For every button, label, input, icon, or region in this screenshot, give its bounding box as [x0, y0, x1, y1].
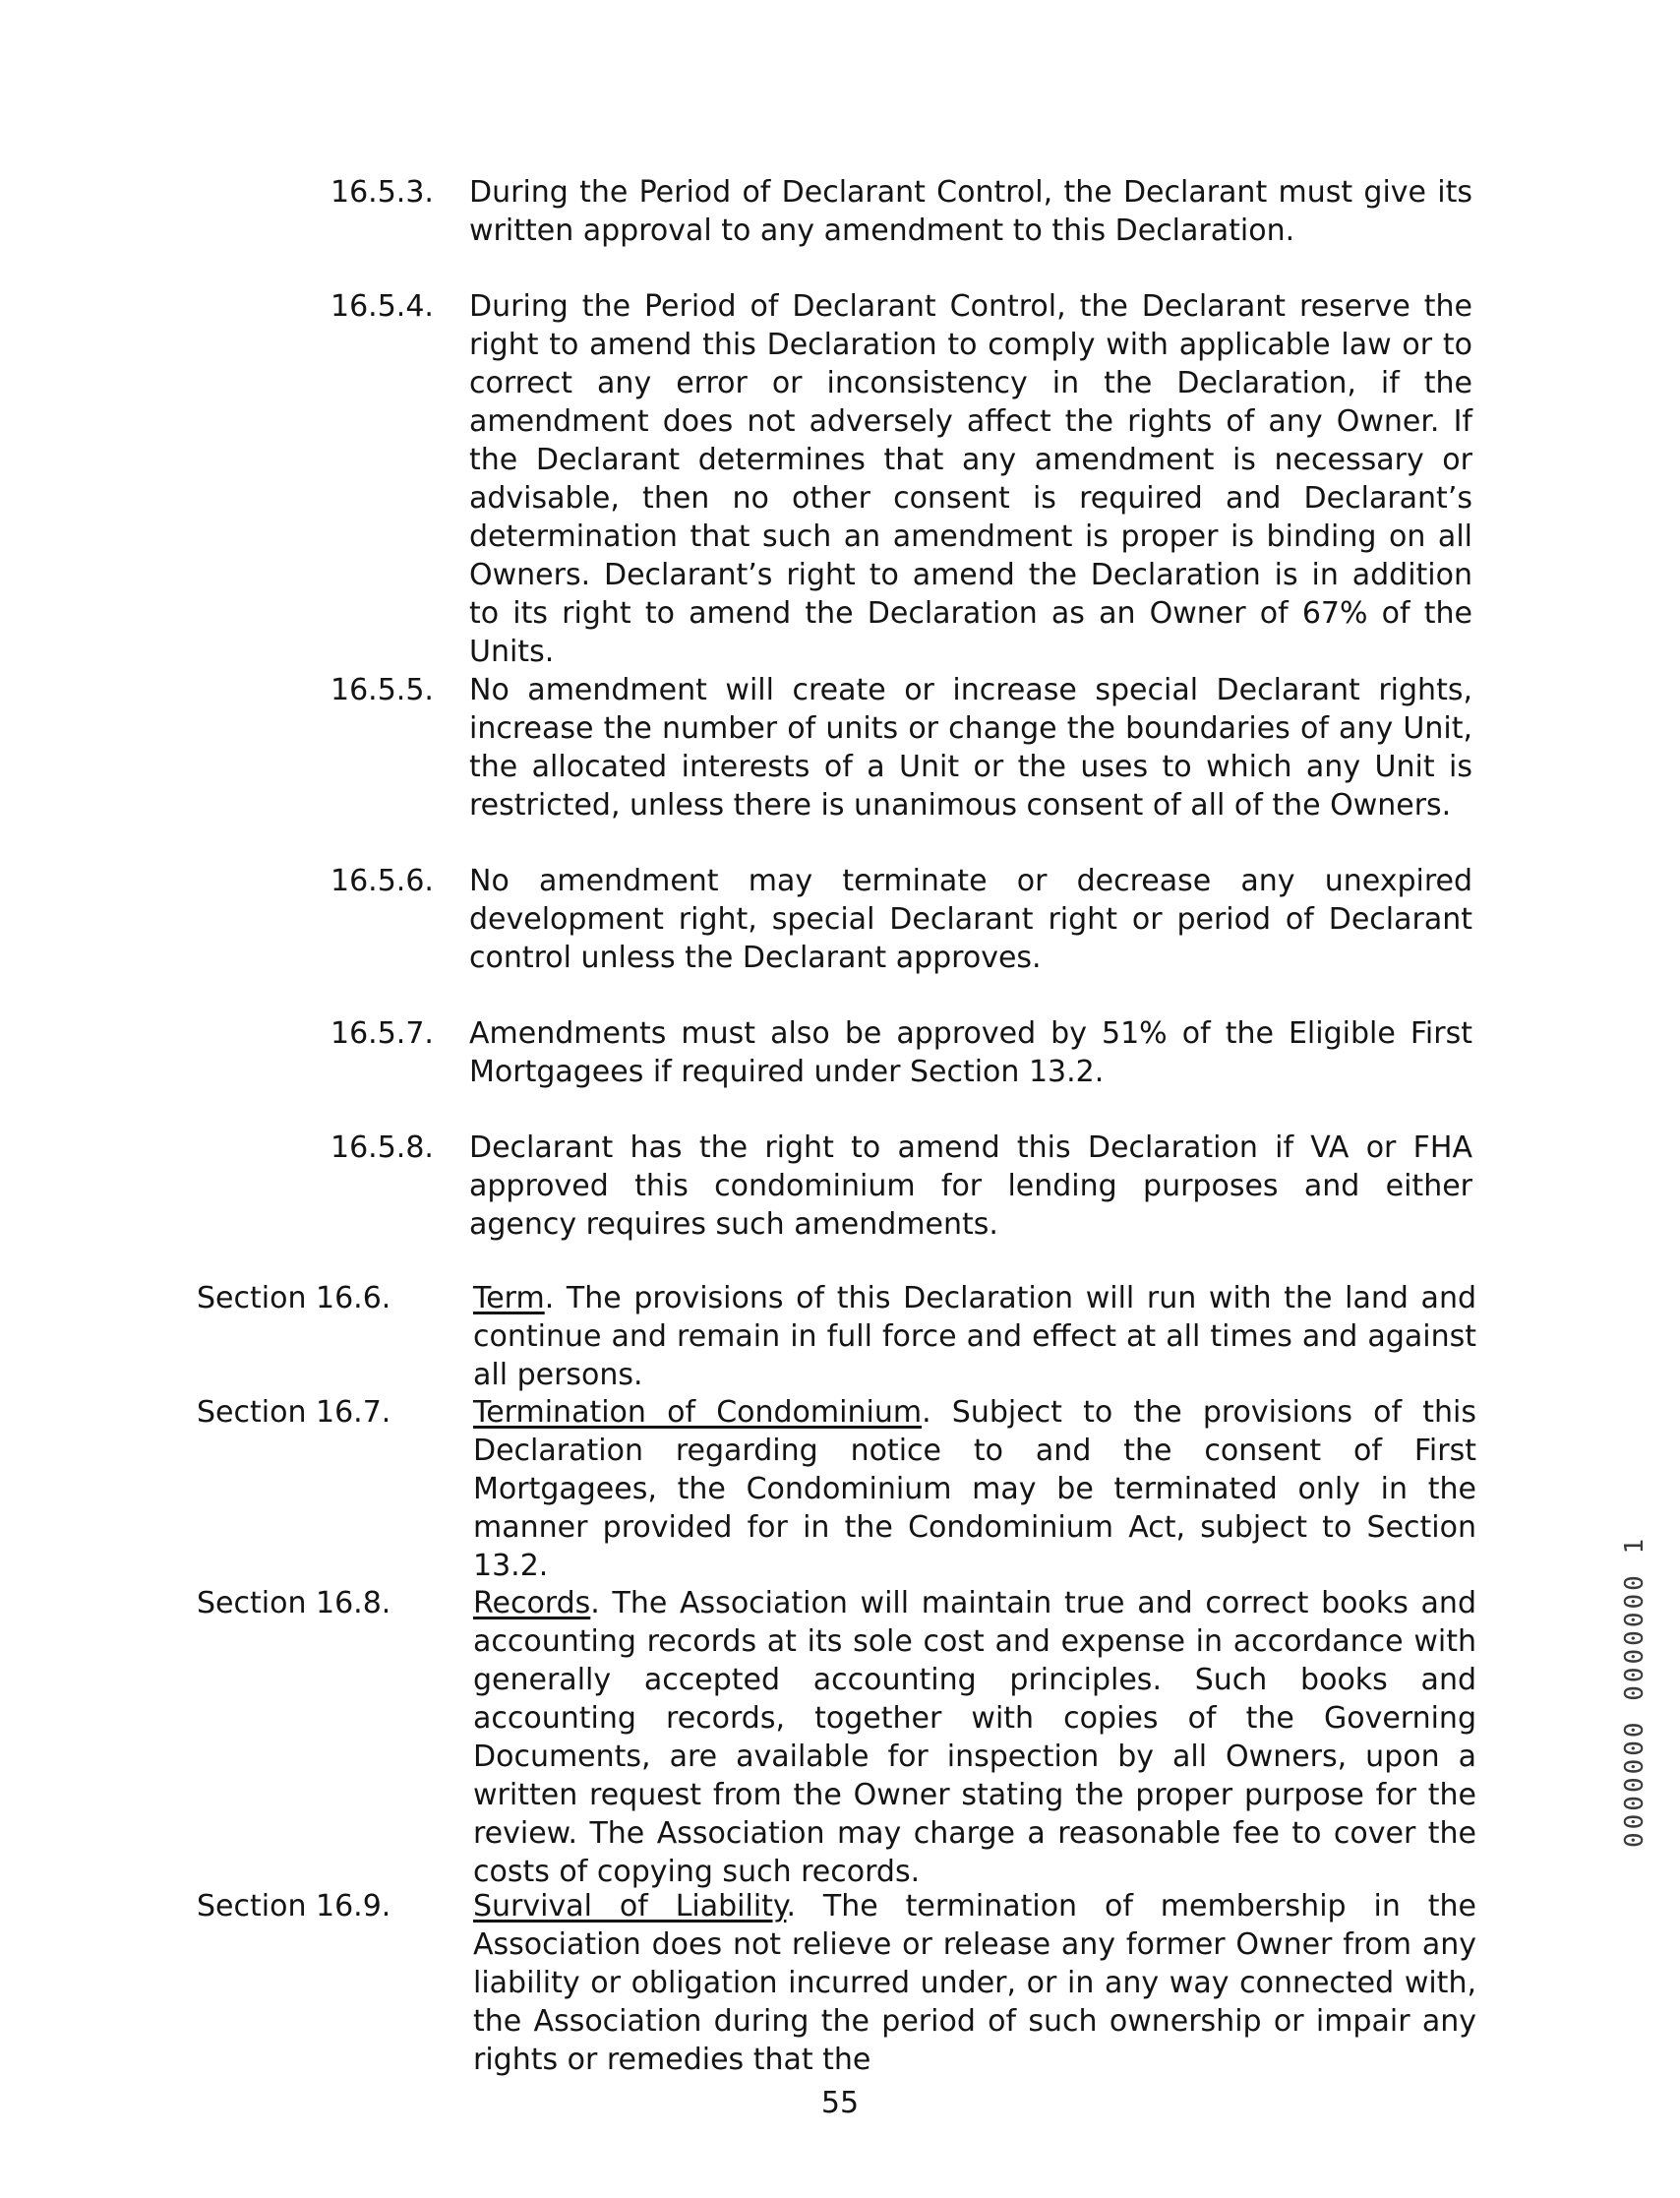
section-text	[473, 1887, 1476, 2079]
subsection-text: Amendments must also be approved by 51% of the Eligible First Mortgagees if required under Section 13.2.	[469, 1016, 1472, 1089]
subsection-text: During the Period of Declarant Control, the Declarant must give its written approval to any amendment to this Declaration.	[469, 175, 1472, 248]
section-label: Section 16.7.	[197, 1395, 391, 1430]
section-label: Section 16.9.	[197, 1889, 391, 1923]
section-text	[473, 1584, 1476, 1891]
subsection-number: 16.5.4.	[330, 289, 434, 324]
section-body: . The provisions of this Declaration will run with the land and continue and remain in full force and effect at all times and against all persons.	[473, 1281, 1476, 1392]
section-body: . The termination of membership in the Association does not relieve or release any former Owner from any liability or obligation incurred under, or in any way connected with, the Association during the period of such ownership or impair any rights or remedies that the	[473, 1889, 1476, 2077]
section-heading: Termination of Condominium	[473, 1395, 923, 1430]
section-body: . The Association will maintain true and correct books and accounting records at its sole cost and expense in accordance with generally accepted accounting principles. Such books and accounting records, together with copies of the Governing Documents, are available for inspection by all Owners, upon a written request from the Owner stating the proper purpose for the review. The Association may charge a reasonable fee to cover the costs of copying such records.	[473, 1586, 1476, 1889]
section-label: Section 16.8.	[197, 1586, 391, 1620]
section-body: . Subject to the provisions of this Declaration regarding notice to and the consent of First Mortgagees, the Condominium may be terminated only in the manner provided for in the Condominium Act, subject to Section 13.2.	[473, 1395, 1476, 1583]
subsection-text: No amendment may terminate or decrease any unexpired development right, special Declarant right or period of Declarant control unless the Declarant approves.	[469, 864, 1472, 975]
page-number: 55	[820, 2086, 860, 2120]
document-stamp: 0000000 0000000 1	[1620, 1535, 1650, 1848]
subsection-number: 16.5.5.	[330, 673, 434, 707]
subsection-number: 16.5.7.	[330, 1016, 434, 1051]
subsection-text: Declarant has the right to amend this Declaration if VA or FHA approved this condominium for lending purposes and either agency requires such amendments.	[469, 1130, 1472, 1242]
section-text	[473, 1393, 1476, 1585]
section-heading: Records	[473, 1586, 591, 1620]
section-heading: Term	[473, 1281, 545, 1315]
subsection-text: During the Period of Declarant Control, the Declarant reserve the right to amend this Declaration to comply with applicable law or to correct any error or inconsistency in the Declaration, if the amendment does not adversely affect the rights of any Owner. If the Declarant determines that any amendment is necessary or advisable, then no other consent is required and Declarant’s determination that such an amendment is proper is binding on all Owners. Declarant’s right to amend the Declaration is in addition to its right to amend the Declaration as an Owner of 67% of the Units.	[469, 289, 1472, 669]
section-label: Section 16.6.	[197, 1281, 391, 1315]
subsection-number: 16.5.3.	[330, 175, 434, 210]
subsection-number: 16.5.8.	[330, 1130, 434, 1165]
section-heading: Survival of Liability	[473, 1889, 787, 1923]
section-text	[473, 1279, 1476, 1394]
subsection-text: No amendment will create or increase special Declarant rights, increase the number of units or change the boundaries of any Unit, the allocated interests of a Unit or the uses to which any Unit is restricted, unless there is unanimous consent of all of the Owners.	[469, 673, 1472, 823]
subsection-number: 16.5.6.	[330, 864, 434, 898]
